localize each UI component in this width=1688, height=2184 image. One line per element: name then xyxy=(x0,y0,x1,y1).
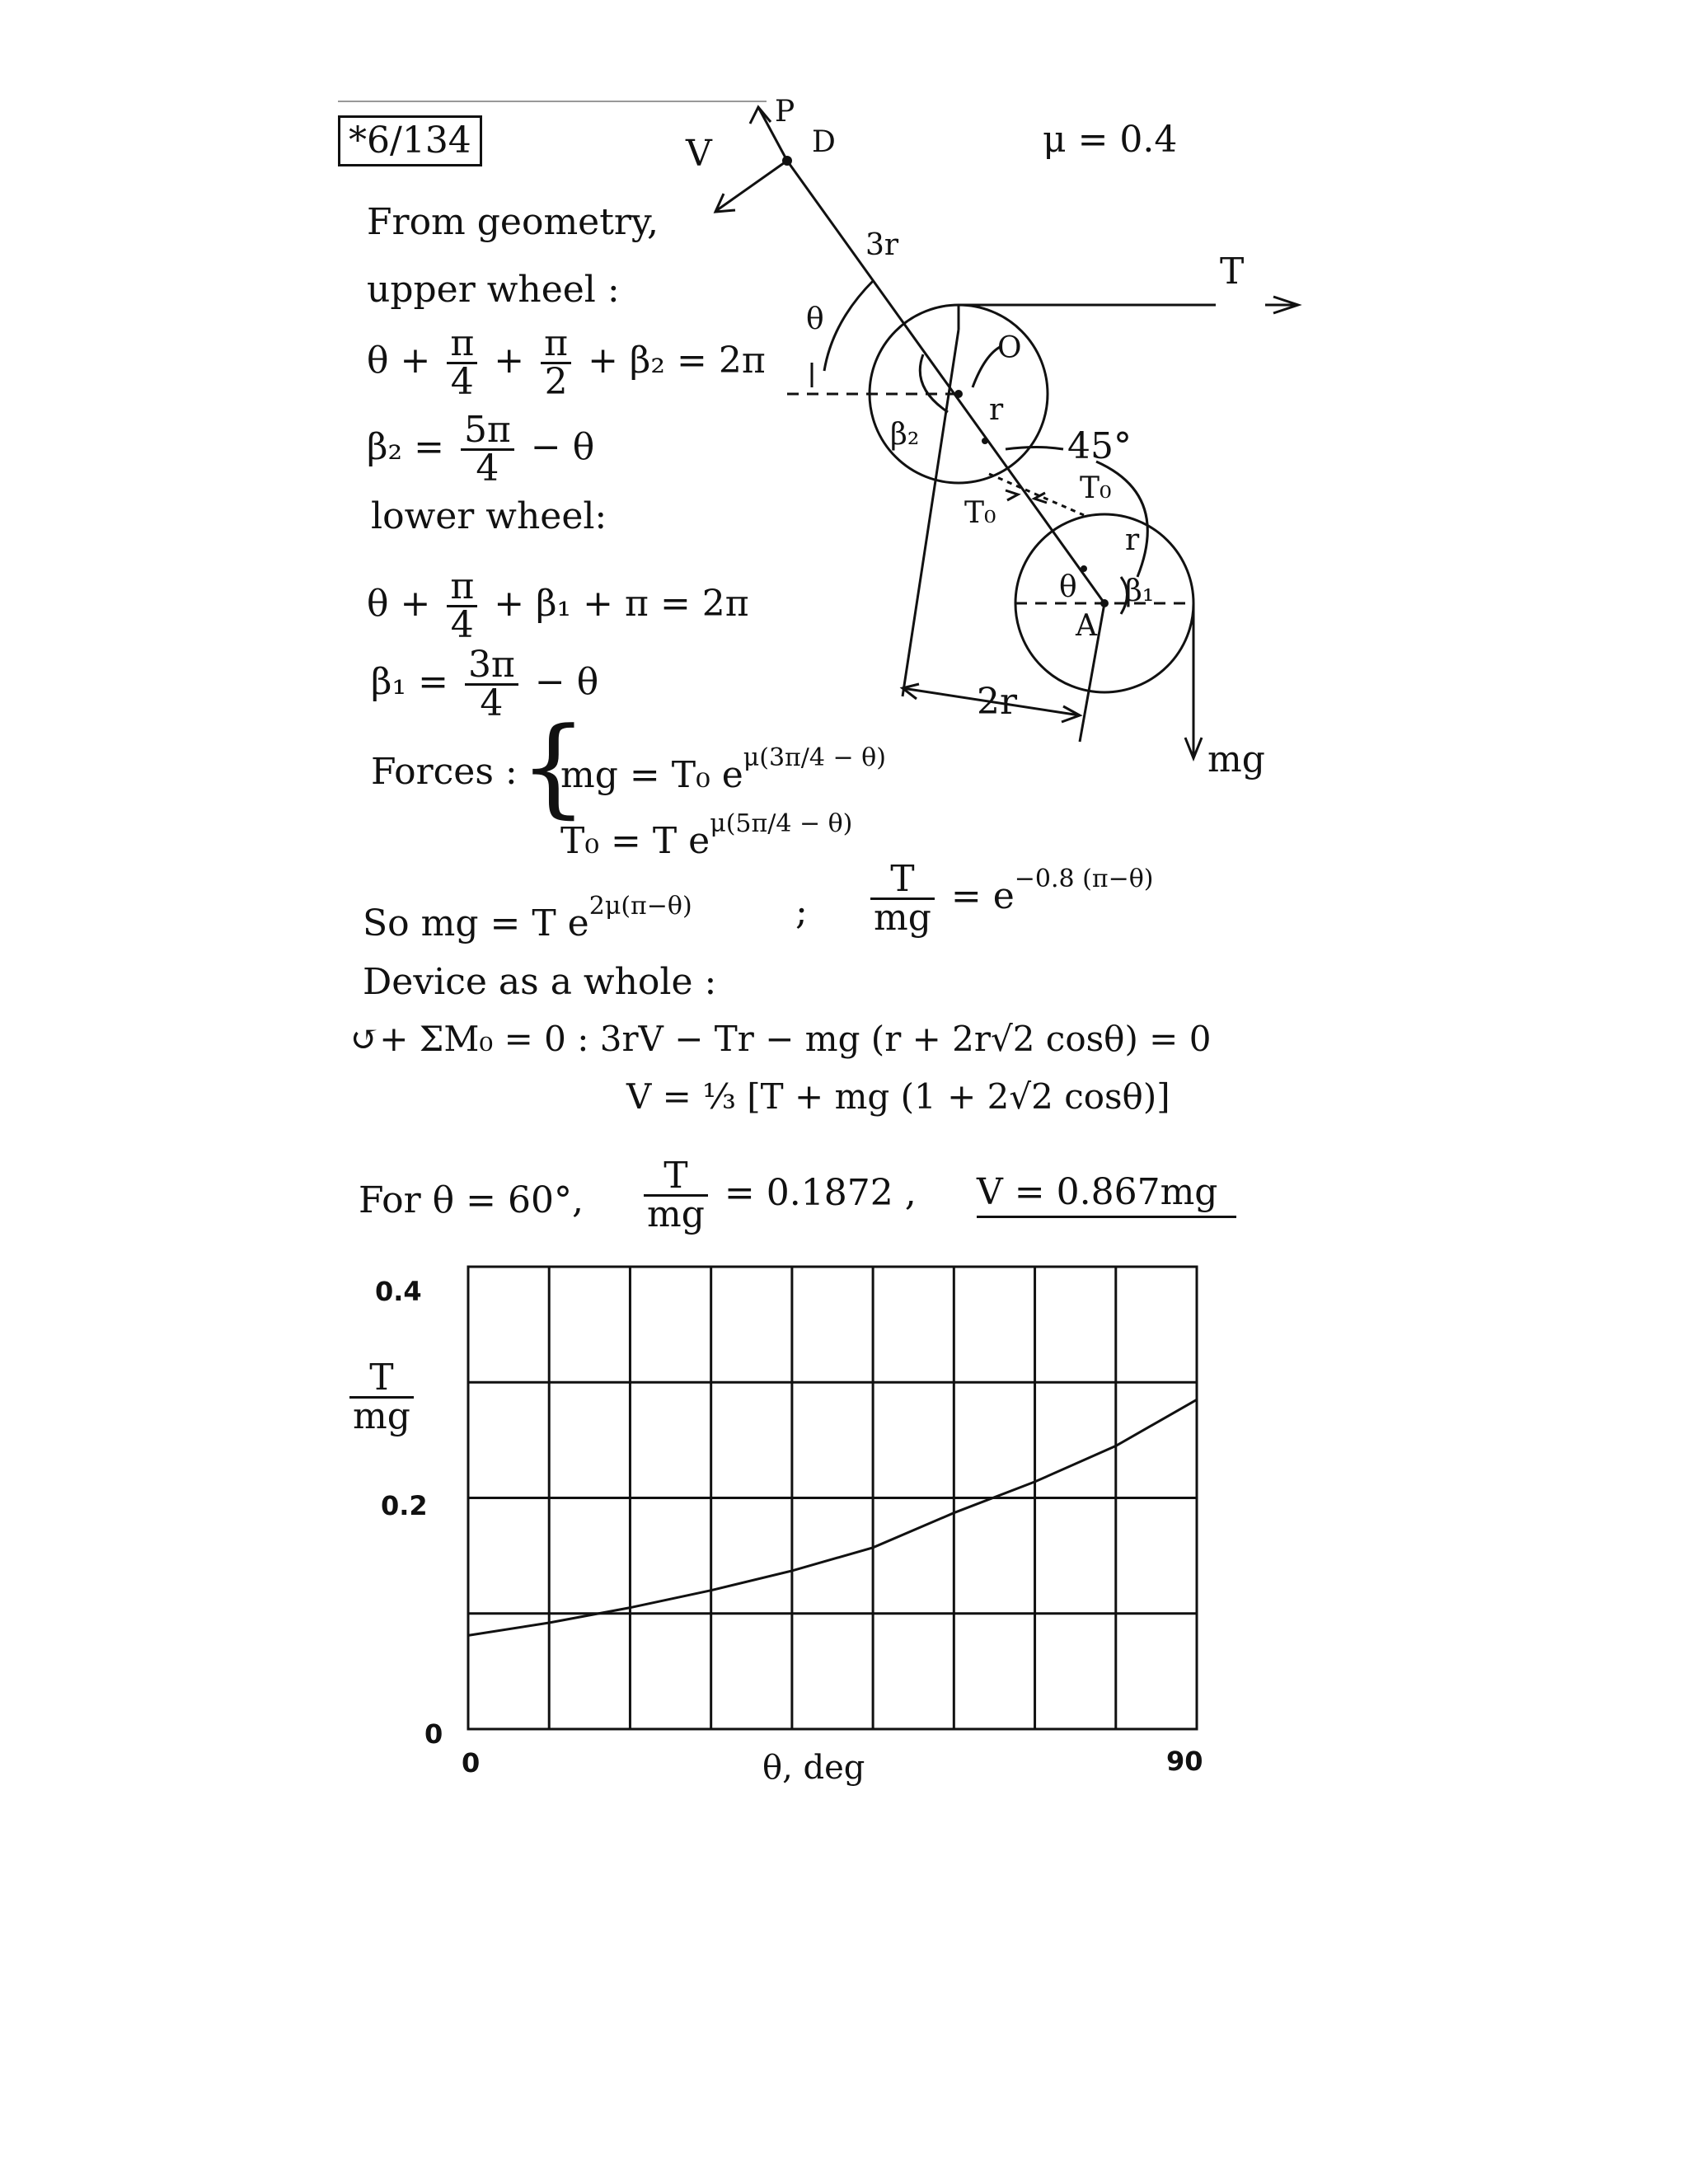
label-O: O xyxy=(997,331,1022,365)
label-theta-lower: θ xyxy=(1059,570,1077,604)
y-tick-0.4: 0.4 xyxy=(375,1276,422,1307)
label-D: D xyxy=(812,125,836,159)
text-from-geometry: From geometry, xyxy=(367,201,659,243)
eq-force1: mg = T₀ $e^{\mu(3\pi/4 - \theta)}$ xyxy=(560,743,886,796)
label-T0-upper: T₀ xyxy=(1080,471,1112,505)
eq-beta1: β₁ = $\frac{3\pi}{4}$ − θ xyxy=(371,644,599,724)
eq-beta2: β₂ = $\frac{5\pi}{4}$ − θ xyxy=(367,409,595,490)
eq-v: V = ⅓ [T + mg (1 + 2√2 cosθ)] xyxy=(626,1076,1170,1117)
problem-number: *6/134 xyxy=(338,115,482,166)
label-P: P xyxy=(775,95,795,129)
y-tick-0.2: 0.2 xyxy=(381,1490,428,1521)
label-theta: θ xyxy=(806,302,824,336)
x-tick-90: 90 xyxy=(1166,1746,1203,1777)
label-T: T xyxy=(1220,251,1245,293)
label-2r: 2r xyxy=(977,681,1018,723)
x-axis-label: θ, deg xyxy=(762,1749,865,1787)
eq-moment: ↺+ ΣM₀ = 0 : 3rV − Tr − mg (r + 2r√2 cosθ) = 0 xyxy=(350,1019,1212,1059)
eq-result-ratio: $\frac{T}{mg}$ = 0.1872 , xyxy=(639,1158,917,1233)
series-line xyxy=(468,1399,1197,1635)
y-axis-label: $\frac{T}{mg}$ xyxy=(345,1360,419,1435)
label-r-lower: r xyxy=(1125,523,1140,557)
eq-upper-wheel: θ + $\frac{\pi}{4}$ + $\frac{\pi}{2}$ + β₂ = 2π xyxy=(367,322,766,403)
label-45deg: 45° xyxy=(1067,425,1132,467)
label-mg: mg xyxy=(1207,738,1265,780)
label-r-upper: r xyxy=(989,393,1004,427)
eq-lower-wheel: θ + $\frac{\pi}{4}$ + β₁ + π = 2π xyxy=(367,565,749,646)
y-tick-0: 0 xyxy=(424,1718,443,1750)
eq-so-mg: So mg = T $e^{2\mu(\pi-\theta)}$ xyxy=(363,892,692,944)
label-3r: 3r xyxy=(865,228,899,262)
semicolon: ; xyxy=(795,891,808,933)
forces-brace: { xyxy=(519,704,588,829)
eq-ratio: $\frac{T}{mg}$ = $e^{-0.8 (\pi-\theta)}$ xyxy=(865,861,1154,936)
text-device-whole: Device as a whole : xyxy=(363,961,717,1003)
x-tick-0: 0 xyxy=(462,1747,481,1779)
text-forces: Forces : xyxy=(371,751,518,793)
result-v: V = 0.867mg xyxy=(977,1174,1236,1218)
label-beta2: β₂ xyxy=(890,418,920,452)
text-lower-wheel: lower wheel: xyxy=(371,495,607,537)
label-V: V xyxy=(686,133,712,175)
text-for-theta: For θ = 60°, xyxy=(359,1179,584,1221)
label-T0-lower: T₀ xyxy=(964,496,996,530)
eq-force2: T₀ = T $e^{\mu(5\pi/4 - \theta)}$ xyxy=(560,809,853,862)
mu-value: μ = 0.4 xyxy=(1043,119,1178,161)
label-beta1: β₁ xyxy=(1125,574,1155,608)
label-A: A xyxy=(1076,609,1097,643)
text-upper-wheel: upper wheel : xyxy=(367,269,620,311)
